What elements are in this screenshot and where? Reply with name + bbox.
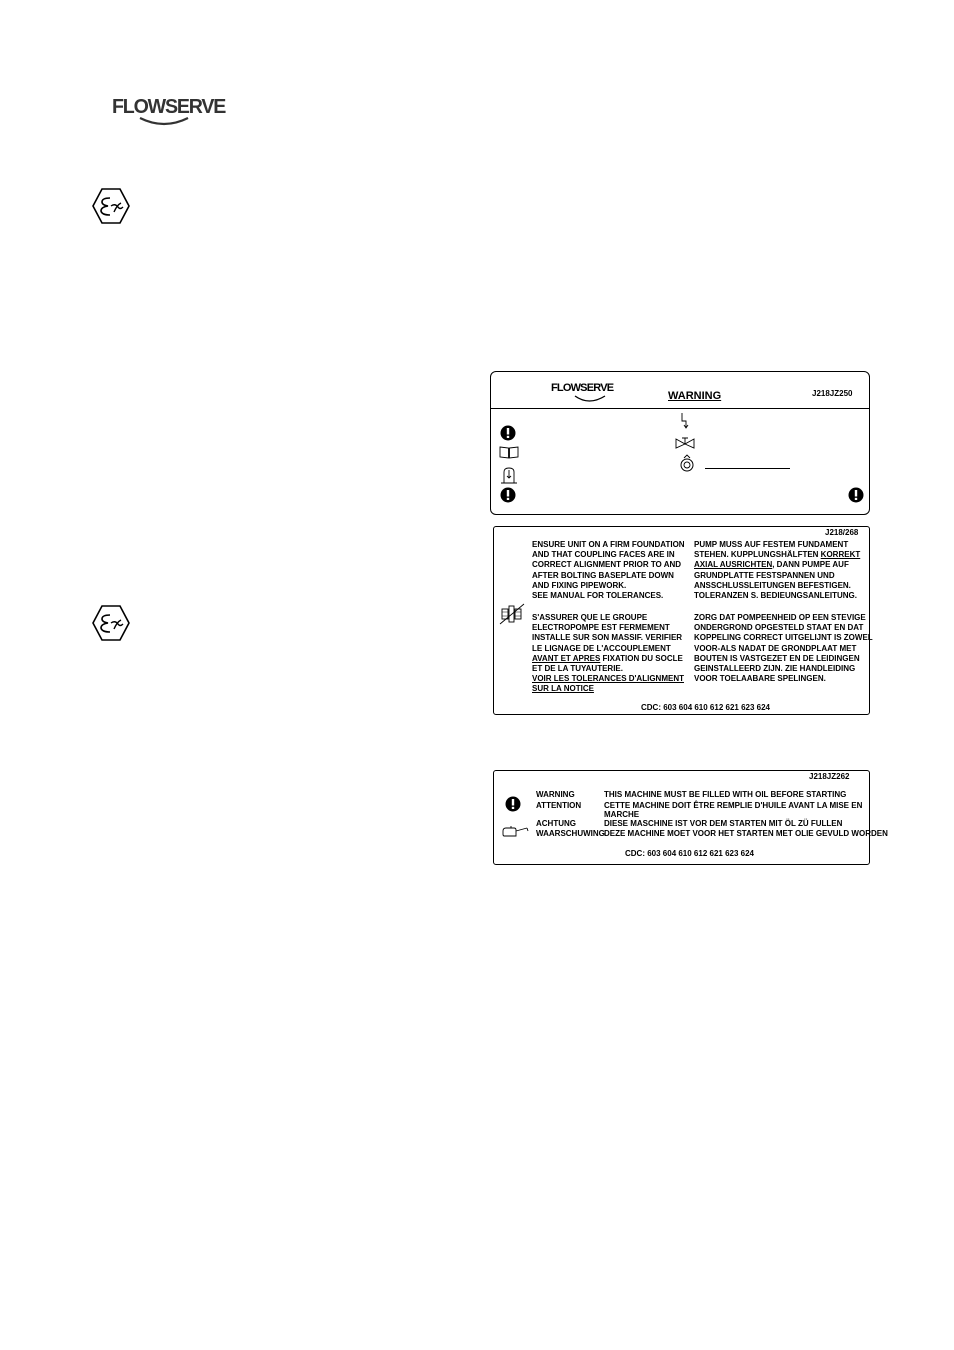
flowserve-logo-text: FLOWSERVE bbox=[112, 96, 226, 118]
coupling-alignment-icon bbox=[499, 603, 525, 625]
english-text-block: ENSURE UNIT ON A FIRM FOUNDATION AND THAT COUPLING FACES ARE IN CORRECT ALIGNMENT PRIOR TO AND AFTER BOLTING BASEPLATE DOWN AND FIXING PIPEWORK. SEE MANUAL FOR TOLERANCES. bbox=[532, 540, 685, 601]
ex-atex-icon bbox=[92, 605, 130, 641]
exclamation-icon bbox=[500, 425, 516, 441]
electric-hazard-icon bbox=[677, 412, 691, 430]
cdc-codes: CDC: 603 604 610 612 621 623 624 bbox=[625, 849, 754, 858]
label-logo-swoosh-icon bbox=[571, 394, 611, 404]
flowserve-swoosh-icon bbox=[112, 114, 216, 128]
lang-warning: WARNING bbox=[536, 790, 575, 799]
warning-label-j218jz250 bbox=[490, 371, 870, 515]
flowserve-logo bbox=[112, 96, 226, 136]
label-code: J218/268 bbox=[825, 528, 859, 537]
manual-book-icon bbox=[499, 445, 519, 459]
valve-icon bbox=[675, 437, 695, 449]
lang-waarschuwing: WAARSCHUWING bbox=[536, 829, 605, 838]
french-text-block: S'ASSURER QUE LE GROUPE ELECTROPOMPE EST FERMEMENT INSTALLE SUR SON MASSIF. VERIFIER LE LIGNAGE DE L'ACCOUPLEMENT AVANT ET APRES FIXATION DU SOCLE ET DE LA TUYAUTERIE. VOIR LES TOLERANCES D'ALIGNMENT SUR LA NOTICE bbox=[532, 613, 684, 694]
label-code: J218JZ262 bbox=[809, 772, 850, 781]
ex-atex-icon bbox=[92, 188, 130, 224]
oil-text-fr: CETTE MACHINE DOIT ÊTRE REMPLIE D'HUILE AVANT LA MISE EN MARCHE bbox=[604, 801, 863, 819]
oil-text-nl: DEZE MACHINE MOET VOOR HET STARTEN MET OLIE GEVULD WORDEN bbox=[604, 829, 888, 838]
label-code: J218JZ250 bbox=[812, 389, 853, 398]
label-logo-text: FLOWSERVE bbox=[551, 382, 614, 394]
label-divider bbox=[491, 408, 869, 409]
rotation-blank-line bbox=[705, 468, 790, 469]
dutch-text-block: ZORG DAT POMPEENHEID OP EEN STEVIGE ONDERGROND OPGESTELD STAAT EN DAT KOPPELING CORRECT UITGELIJNT IS ZOWEL VOOR-ALS NADAT DE GRONDPLAAT MET BOUTEN IS VASTGEZET EN DE LEIDINGEN GEINSTALLEERD ZIJN. ZIE HANDLEIDING VOOR TOELAABARE SPELINGEN. bbox=[694, 613, 873, 684]
alignment-label-j218-268 bbox=[493, 526, 873, 715]
exclamation-icon bbox=[505, 796, 521, 812]
cdc-codes: CDC: 603 604 610 612 621 623 624 bbox=[641, 703, 770, 712]
lang-attention: ATTENTION bbox=[536, 801, 582, 810]
german-text-block: PUMP MUSS AUF FESTEM FUNDAMENT STEHEN. KUPPLUNGSHÄLFTEN KORREKT AXIAL AUSRICHTEN, DANN PUMPE AUF GRUNDPLATTE FESTSPANNEN UND ANSSCHLUSSLEITUNGEN BEFESTIGEN. TOLERANZEN S. BEDIEUNGSANLEITUNG. bbox=[694, 540, 861, 601]
exclamation-icon bbox=[848, 487, 864, 503]
lifting-icon bbox=[500, 466, 518, 484]
oil-fill-label-j218jz262 bbox=[493, 770, 888, 865]
exclamation-icon bbox=[500, 487, 516, 503]
lang-achtung: ACHTUNG bbox=[536, 819, 576, 828]
oil-text-de: DIESE MASCHINE IST VOR DEM STARTEN MIT ÖL ZÜ FULLEN bbox=[604, 819, 843, 828]
oil-can-icon bbox=[501, 825, 531, 839]
label-title: WARNING bbox=[668, 390, 722, 402]
oil-text-en: THIS MACHINE MUST BE FILLED WITH OIL BEFORE STARTING bbox=[604, 790, 847, 799]
rotation-direction-icon bbox=[678, 454, 696, 472]
